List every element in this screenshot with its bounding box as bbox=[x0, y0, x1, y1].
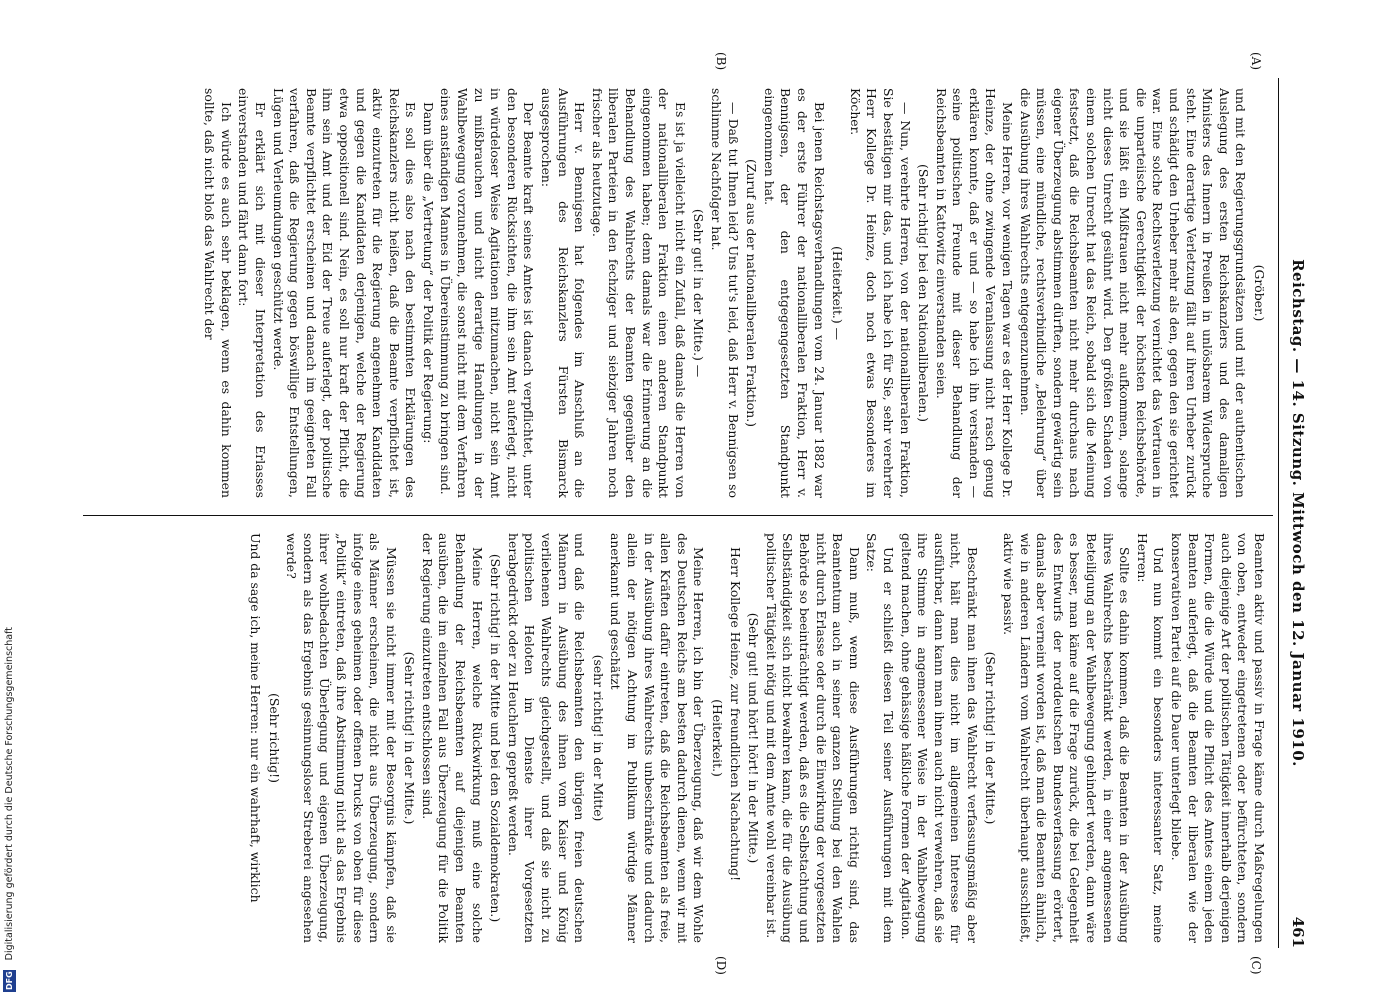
paragraph: Es ist ja vielleicht nicht ein Zufall, daß damals die Herren von der nationalliberalen Fraktion einen anderen Standpunkt eingenommen haben; denn damals war die Erinnerung an die Behandlung des Wahlrechts der Beamten gegenüber den liberalen Parteien in den fechziger und siebziger Jahren noch frischer als heutzutage. bbox=[589, 88, 688, 498]
quote-paragraph: Der Beamte kraft seines Amtes ist danach verpflichtet, unter den besonderen Rücksichten, die ihm sein Amt auferlegt, nicht in würdeloser Weise Agitationen mitzumachen, nicht sein Amt zu mißbrauchen und nicht derartige Handlungen in der Wahlbewegung vorzunehmen, die sonst nicht mit dem Verfahren eines anständigen Mannes in Übereinstimmung zu bringen sind. bbox=[438, 88, 537, 498]
paragraph: und mit den Regierungsgrundsätzen und mit der authentischen Auslegung des ersten Reichskanzlers und des damaligen Ministers des Innern in Preußen in unlösbarem Widerspruche steht. Eine derartige Verletzung fällt auf ihren Urheber zurück und schädigt den Urheber mehr als den, gegen den sie gerichtet war. Eine solche Rechtsverletzung vernichtet das Vertrauen in die unparteiische Gerechtigkeit der höchsten Reichsbehörde, und sie läßt ein Mißtrauen nicht mehr aufkommen, solange nicht dieses Unrecht gesühnt wird. Den größten Schaden von einem solchen Unrecht hat das Reich, sobald sich die Meinung festsetzt, daß die Reichsbeamten nicht mehr durchaus nach eigener Überzeugung abstimmen dürften, sondern gewärtig sein müssen, eine mündliche, rechtsverbindliche „Belehrung“ über die Ausübung ihres Wahlrechts entgegenzunehmen. bbox=[1017, 88, 1249, 498]
quote-paragraph: Beschränkt man ihnen das Wahlrecht verfassungsmäßig aber nicht, hält man dies nicht im allgemeinen Interesse für ausführbar, dann kann man ihnen auch nicht verwehren, daß sie ihre Stimme in angemessener Weise in der Wahlbewegung geltend machen, ohne gehässige häßliche Formen der Agitation. bbox=[898, 533, 980, 943]
column-divider bbox=[83, 515, 1273, 516]
interjection: (Sehr gut! in der Mitte.) — bbox=[691, 208, 707, 378]
paragraph: Er erklärt sich mit dieser Interpretation des Erlasses einverstanden und fährt dann fort: bbox=[236, 88, 268, 498]
interjection: (Zuruf aus der nationalliberalen Fraktion.) bbox=[744, 158, 760, 428]
right-column bbox=[67, 533, 1267, 943]
digitization-credit: Digitalisierung gefördert durch die Deutsche Forschungsgemeinschaft bbox=[4, 626, 15, 960]
paragraph: Meine Herren, ich bin der Überzeugung, daß wir dem Wohle des Deutschen Reichs am besten dadurch dienen, wenn wir mit allen Kräften dafür eintreten, daß die Reichsbeamten als freie, in der Ausübung ihres Wahlrechts unbeschränkte und dadurch allein der nötigen Achtung im Publikum würdige Männer anerkannt und geschätzt bbox=[608, 533, 707, 943]
margin-mark-b: (B) bbox=[714, 52, 728, 71]
quote-paragraph: Ich würde es auch sehr beklagen, wenn es dahin kommen sollte, daß nicht bloß das Wahlrecht der bbox=[202, 88, 234, 498]
paragraph: — Nun, verehrte Herren, von der nationalliberalen Fraktion, Sie bestätigen mir das, und ich habe ich für Sie, sehr verehrter Herr Kollege Dr. Heinze, doch noch etwas Besonderes im Köcher. bbox=[847, 88, 913, 498]
running-title: Reichstag. — 14. Sitzung. Mittwoch den 12. Januar 1910. bbox=[1289, 259, 1307, 767]
paragraph: Herr Kollege Heinze, zur freundlichen Nachachtung! bbox=[727, 547, 743, 882]
quote-paragraph: Beamten aktiv und passiv in Frage käme durch Maßregelungen von oben, entweder eingetretenen oder befürchteten, sondern auch diejenige Art der politischen Tätigkeit innerhalb derjenigen Formen, die die Würde und die Pflicht des Amtes einem jeden Beamten auferlegt, daß die Beamten der liberalen wie der konservativen Partei auf die Dauer unterlegt bliebe. bbox=[1169, 533, 1267, 943]
dfg-logo: DFG bbox=[5, 971, 14, 991]
speaker-name: (Gröber.) bbox=[1252, 264, 1267, 322]
page-body bbox=[63, 52, 1313, 975]
interjection: (Sehr richtig! in der Mitte.) bbox=[402, 651, 418, 825]
paragraph: und daß die Reichsbeamten den übrigen freien deutschen Männern in Ausübung des ihnen vom Kaiser und König verliehenen Wahlrechts gleichgestellt, und daß sie nicht zu politischen Heloten im Dienste ihrer Vorgesetzten herabgedrückt oder zu Heuchlern gepreßt werden. bbox=[505, 533, 588, 943]
quote-paragraph: Sollte es dahin kommen, daß die Beamten in der Ausübung ihres Wahlrechts beschränkt werden, in einer angemessenen Beteiligung an der Wahlbewegung gehindert werden, dann wäre es besser, man käme auf die Frage zurück, die bei Gelegenheit des Entwurfs der norddeutschen Bundesverfassung erörtert, damals aber verneint worden ist, daß man die Beamten ähnlich, wie in anderen Ländern vom Wahlrecht überhaupt ausschließt, aktiv wie passiv. bbox=[1001, 533, 1133, 943]
margin-mark-d: (D) bbox=[714, 956, 728, 975]
page-header bbox=[1278, 78, 1313, 948]
paragraph: — Daß tut Ihnen leid? Uns tut's leid, daß Herr v. Bennigsen so schlimme Nachfolger hat. bbox=[709, 88, 741, 498]
interjection: (Sehr richtig!) bbox=[266, 693, 282, 783]
interjection: (Heiterkeit.) bbox=[710, 699, 725, 777]
paragraph: Müssen sie nicht immer mit der Besorgnis kämpfen, daß sie als Männer erscheinen, die nicht aus Überzeugung, sondern infolge eines geheimen oder offenen Drucks von oben für diese „Politik“ eintreten, daß ihre Abstimmung nicht als das Ergebnis ihrer wohlbedachten Überlegung und eigenen Überzeugung, sondern als das Ergebnis gesinnungsloser Streberei angesehen werde? bbox=[284, 533, 399, 943]
paragraph: Meine Herren, vor wenigen Tagen war es der Herr Kollege Dr. Heinze, der ohne zwingende Veranlassung nicht rasch genug erklären konnte, daß er und — so habe ich ihn verstanden — seine politischen Freunde mit dieser Behandlung der Reichsbeamten in Kattowitz einverstanden seien. bbox=[933, 88, 1016, 498]
interjection: (Sehr richtig! bei den Nationalliberalen.) bbox=[916, 164, 932, 422]
paragraph: Und da sage ich, meine Herren: nur ein wahrhaft, wirklich bbox=[247, 533, 263, 903]
margin-mark-c: (C) bbox=[1249, 956, 1263, 975]
interjection: (Heiterkeit.) — bbox=[830, 245, 846, 341]
margin-mark-a: (A) bbox=[1249, 52, 1263, 71]
page-number: 461 bbox=[1289, 916, 1307, 948]
interjection: (Sehr gut! und hört! hört! in der Mitte.) bbox=[746, 612, 762, 864]
paragraph: Herr v. Bennigsen hat folgendes im Anschluß an die Ausführungen des Reichskanzlers Fürsten Bismarck ausgesprochen: bbox=[539, 88, 588, 498]
quote-paragraph: Es soll dies also nach den bestimmten Erklärungen des Reichskanzlers nicht heißen, daß die Beamte verpflichtet ist, aktiv einzutreten für die Regierung angenehmen Kandidaten und gegen die Kandidaten derjenigen, welche der Regierung etwa oppositionell sind. Nein, es soll nur kraft der Pflicht, die ihm sein Amt und der Eid der Treue auferlegt, der politische Beamte verpflichtet erscheinen und danach im geeigneten Fall verfahren, daß die Regierung gegen böswillige Entstellungen, Lügen und Verleumdungen geschützt werde. bbox=[270, 88, 419, 498]
paragraph: Meine Herren, welche Rückwirkung muß eine solche Behandlung der Reichsbeamten auf diejenigen Beamten ausüben, die im einzelnen Fall aus Überzeugung für die Politik der Regierung einzutreten entschlossen sind. bbox=[419, 533, 485, 943]
interjection: (Sehr richtig! in der Mitte und bei den Sozialdemokraten.) bbox=[488, 553, 504, 923]
paragraph: Und er schließt diesen Teil seiner Ausführungen mit dem Satze: bbox=[864, 533, 896, 943]
interjection: (Sehr richtig! in der Mitte.) bbox=[983, 651, 999, 825]
interjection: (sehr richtig! in der Mitte) bbox=[590, 654, 606, 822]
paragraph: Bei jenen Reichstagsverhandlungen vom 24. Januar 1882 war es der erste Führer der nationalliberalen Fraktion, Herr v. Bennigsen, der den entgegengesetzten Standpunkt eingenommen hat. bbox=[761, 88, 827, 498]
paragraph: Dann über die „Vertretung“ der Politik der Regierung: bbox=[420, 102, 436, 444]
left-column bbox=[67, 88, 1267, 498]
paragraph: Und nun kommt ein besonders interessanter Satz, meine Herren: bbox=[1134, 533, 1167, 943]
quote-paragraph: Dann muß, wenn diese Ausführungen richtig sind, das Beamtentum auch in seiner ganzen Stellung bei den Wahlen nicht durch Erlasse oder durch die Einwirkung der vorgesetzten Behörde so beeinträchtigt werden, daß es die Selbstachtung und Selbständigkeit sich nicht bewahren kann, die für die Ausübung politischer Tätigkeit nötig und mit dem Amte wohl vereinbar ist. bbox=[763, 533, 862, 943]
